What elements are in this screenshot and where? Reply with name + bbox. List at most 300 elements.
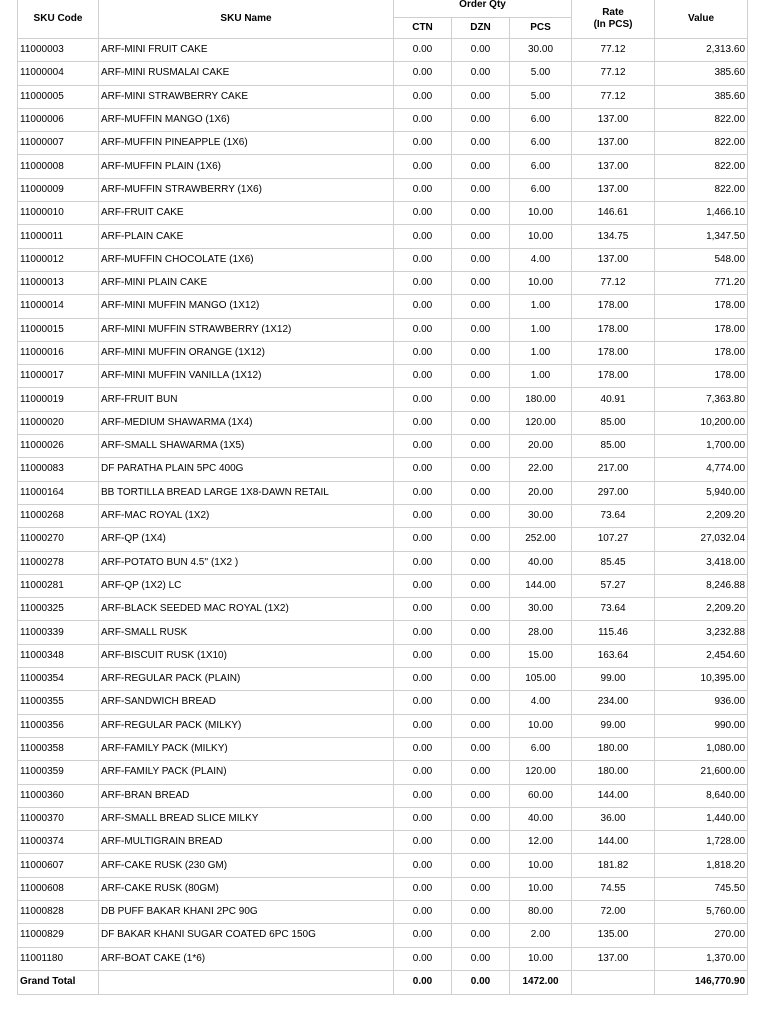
- value-cell: 990.00: [655, 714, 748, 737]
- pcs-cell: 1.00: [510, 295, 572, 318]
- table-row: [18, 271, 748, 294]
- sku-name-cell: ARF-MAC ROYAL (1X2): [99, 504, 394, 527]
- table-row: [18, 178, 748, 201]
- pcs-cell: 10.00: [510, 854, 572, 877]
- sku-code-cell: 11000829: [18, 924, 99, 947]
- rate-cell: 163.64: [572, 644, 655, 667]
- sku-code-cell: 11000010: [18, 202, 99, 225]
- sku-name-cell: ARF-MINI MUFFIN VANILLA (1X12): [99, 365, 394, 388]
- table-row: [18, 528, 748, 551]
- sku-name-cell: ARF-MINI PLAIN CAKE: [99, 271, 394, 294]
- sku-name-cell: ARF-MUFFIN CHOCOLATE (1X6): [99, 248, 394, 271]
- table-row: [18, 551, 748, 574]
- rate-cell: 178.00: [572, 295, 655, 318]
- sku-code-cell: 11000374: [18, 831, 99, 854]
- ctn-cell: 0.00: [394, 435, 452, 458]
- order-summary-table: [17, 0, 748, 995]
- grand-total-pcs: 1472.00: [510, 970, 572, 994]
- pcs-cell: 1.00: [510, 318, 572, 341]
- sku-name-cell: ARF-MULTIGRAIN BREAD: [99, 831, 394, 854]
- value-cell: 1,347.50: [655, 225, 748, 248]
- sku-name-cell: ARF-REGULAR PACK (PLAIN): [99, 668, 394, 691]
- pcs-cell: 6.00: [510, 178, 572, 201]
- table-row: [18, 458, 748, 481]
- ctn-cell: 0.00: [394, 714, 452, 737]
- table-row: [18, 947, 748, 970]
- ctn-cell: 0.00: [394, 551, 452, 574]
- ctn-cell: 0.00: [394, 574, 452, 597]
- pcs-cell: 20.00: [510, 435, 572, 458]
- value-cell: 7,363.80: [655, 388, 748, 411]
- sku-code-cell: 11000013: [18, 271, 99, 294]
- dzn-cell: 0.00: [452, 108, 510, 131]
- sku-code-cell: 11000354: [18, 668, 99, 691]
- dzn-cell: 0.00: [452, 39, 510, 62]
- rate-cell: 137.00: [572, 178, 655, 201]
- table-row: [18, 621, 748, 644]
- ctn-cell: 0.00: [394, 831, 452, 854]
- ctn-cell: 0.00: [394, 807, 452, 830]
- rate-cell: 178.00: [572, 318, 655, 341]
- value-cell: 1,818.20: [655, 854, 748, 877]
- sku-code-cell: 11000608: [18, 877, 99, 900]
- pcs-cell: 28.00: [510, 621, 572, 644]
- table-row: [18, 411, 748, 434]
- sku-code-cell: 11000005: [18, 85, 99, 108]
- dzn-cell: 0.00: [452, 178, 510, 201]
- ctn-cell: 0.00: [394, 39, 452, 62]
- value-cell: 1,466.10: [655, 202, 748, 225]
- rate-cell: 107.27: [572, 528, 655, 551]
- rate-cell: 85.00: [572, 435, 655, 458]
- rate-cell: 134.75: [572, 225, 655, 248]
- value-cell: 2,313.60: [655, 39, 748, 62]
- rate-cell: 72.00: [572, 900, 655, 923]
- sku-name-cell: ARF-SANDWICH BREAD: [99, 691, 394, 714]
- ctn-cell: 0.00: [394, 761, 452, 784]
- header-value: Value: [655, 0, 748, 39]
- sku-name-cell: ARF-SMALL BREAD SLICE MILKY: [99, 807, 394, 830]
- pcs-cell: 6.00: [510, 155, 572, 178]
- sku-name-cell: ARF-MINI MUFFIN ORANGE (1X12): [99, 341, 394, 364]
- ctn-cell: 0.00: [394, 271, 452, 294]
- header-dzn: DZN: [452, 18, 510, 39]
- table-row: [18, 761, 748, 784]
- rate-cell: 234.00: [572, 691, 655, 714]
- value-cell: 1,370.00: [655, 947, 748, 970]
- value-cell: 4,774.00: [655, 458, 748, 481]
- sku-name-cell: ARF-QP (1X4): [99, 528, 394, 551]
- sku-name-cell: ARF-MUFFIN PLAIN (1X6): [99, 155, 394, 178]
- table-row: [18, 39, 748, 62]
- rate-cell: 73.64: [572, 598, 655, 621]
- ctn-cell: 0.00: [394, 202, 452, 225]
- ctn-cell: 0.00: [394, 504, 452, 527]
- table-row: [18, 108, 748, 131]
- ctn-cell: 0.00: [394, 924, 452, 947]
- dzn-cell: 0.00: [452, 831, 510, 854]
- header-sku-name: SKU Name: [99, 0, 394, 39]
- rate-cell: 181.82: [572, 854, 655, 877]
- ctn-cell: 0.00: [394, 132, 452, 155]
- table-row: [18, 504, 748, 527]
- rate-cell: 297.00: [572, 481, 655, 504]
- rate-cell: 178.00: [572, 341, 655, 364]
- table-row: [18, 644, 748, 667]
- pcs-cell: 120.00: [510, 761, 572, 784]
- pcs-cell: 120.00: [510, 411, 572, 434]
- sku-code-cell: 11000006: [18, 108, 99, 131]
- pcs-cell: 252.00: [510, 528, 572, 551]
- ctn-cell: 0.00: [394, 668, 452, 691]
- table-row: [18, 341, 748, 364]
- ctn-cell: 0.00: [394, 295, 452, 318]
- sku-name-cell: ARF-FAMILY PACK (MILKY): [99, 737, 394, 760]
- value-cell: 385.60: [655, 62, 748, 85]
- rate-cell: 40.91: [572, 388, 655, 411]
- dzn-cell: 0.00: [452, 85, 510, 108]
- rate-cell: 137.00: [572, 132, 655, 155]
- header-pcs: PCS: [510, 18, 572, 39]
- table-row: [18, 854, 748, 877]
- dzn-cell: 0.00: [452, 225, 510, 248]
- sku-name-cell: BB TORTILLA BREAD LARGE 1X8-DAWN RETAIL: [99, 481, 394, 504]
- value-cell: 385.60: [655, 85, 748, 108]
- pcs-cell: 30.00: [510, 504, 572, 527]
- value-cell: 1,700.00: [655, 435, 748, 458]
- table-row: [18, 155, 748, 178]
- sku-name-cell: ARF-QP (1X2) LC: [99, 574, 394, 597]
- sku-code-cell: 11000360: [18, 784, 99, 807]
- sku-code-cell: 11000026: [18, 435, 99, 458]
- rate-cell: 73.64: [572, 504, 655, 527]
- sku-code-cell: 11000012: [18, 248, 99, 271]
- value-cell: 10,200.00: [655, 411, 748, 434]
- table-row: [18, 668, 748, 691]
- dzn-cell: 0.00: [452, 621, 510, 644]
- sku-code-cell: 11000356: [18, 714, 99, 737]
- grand-total-dzn: 0.00: [452, 970, 510, 994]
- pcs-cell: 80.00: [510, 900, 572, 923]
- pcs-cell: 12.00: [510, 831, 572, 854]
- sku-code-cell: 11000007: [18, 132, 99, 155]
- sku-name-cell: ARF-CAKE RUSK (80GM): [99, 877, 394, 900]
- value-cell: 2,209.20: [655, 598, 748, 621]
- pcs-cell: 4.00: [510, 691, 572, 714]
- dzn-cell: 0.00: [452, 295, 510, 318]
- table-row: [18, 481, 748, 504]
- table-row: [18, 784, 748, 807]
- sku-code-cell: 11000020: [18, 411, 99, 434]
- table-row: [18, 295, 748, 318]
- rate-cell: 57.27: [572, 574, 655, 597]
- rate-cell: 178.00: [572, 365, 655, 388]
- sku-name-cell: ARF-FRUIT CAKE: [99, 202, 394, 225]
- sku-code-cell: 11000281: [18, 574, 99, 597]
- pcs-cell: 22.00: [510, 458, 572, 481]
- sku-code-cell: 11000370: [18, 807, 99, 830]
- value-cell: 178.00: [655, 341, 748, 364]
- pcs-cell: 1.00: [510, 341, 572, 364]
- dzn-cell: 0.00: [452, 411, 510, 434]
- dzn-cell: 0.00: [452, 155, 510, 178]
- value-cell: 2,454.60: [655, 644, 748, 667]
- grand-total-label: Grand Total: [18, 970, 99, 994]
- pcs-cell: 10.00: [510, 225, 572, 248]
- dzn-cell: 0.00: [452, 668, 510, 691]
- rate-cell: 77.12: [572, 62, 655, 85]
- sku-name-cell: ARF-BRAN BREAD: [99, 784, 394, 807]
- dzn-cell: 0.00: [452, 924, 510, 947]
- pcs-cell: 10.00: [510, 714, 572, 737]
- ctn-cell: 0.00: [394, 598, 452, 621]
- pcs-cell: 5.00: [510, 85, 572, 108]
- sku-code-cell: 11000004: [18, 62, 99, 85]
- rate-cell: 180.00: [572, 761, 655, 784]
- rate-cell: 180.00: [572, 737, 655, 760]
- rate-cell: 135.00: [572, 924, 655, 947]
- pcs-cell: 144.00: [510, 574, 572, 597]
- sku-name-cell: ARF-MUFFIN STRAWBERRY (1X6): [99, 178, 394, 201]
- sku-code-cell: 11000019: [18, 388, 99, 411]
- pcs-cell: 20.00: [510, 481, 572, 504]
- pcs-cell: 10.00: [510, 202, 572, 225]
- value-cell: 3,232.88: [655, 621, 748, 644]
- sku-code-cell: 11000270: [18, 528, 99, 551]
- value-cell: 822.00: [655, 155, 748, 178]
- ctn-cell: 0.00: [394, 691, 452, 714]
- sku-code-cell: 11000607: [18, 854, 99, 877]
- table-row: [18, 202, 748, 225]
- sku-code-cell: 11001180: [18, 947, 99, 970]
- sku-name-cell: ARF-POTATO BUN 4.5'' (1X2 ): [99, 551, 394, 574]
- ctn-cell: 0.00: [394, 854, 452, 877]
- ctn-cell: 0.00: [394, 248, 452, 271]
- header-sku-code: SKU Code: [18, 0, 99, 39]
- sku-name-cell: DB PUFF BAKAR KHANI 2PC 90G: [99, 900, 394, 923]
- sku-code-cell: 11000358: [18, 737, 99, 760]
- dzn-cell: 0.00: [452, 62, 510, 85]
- pcs-cell: 2.00: [510, 924, 572, 947]
- dzn-cell: 0.00: [452, 341, 510, 364]
- grand-total-row: [18, 970, 748, 994]
- sku-code-cell: 11000348: [18, 644, 99, 667]
- sku-code-cell: 11000011: [18, 225, 99, 248]
- sku-name-cell: ARF-MINI RUSMALAI CAKE: [99, 62, 394, 85]
- ctn-cell: 0.00: [394, 621, 452, 644]
- sku-code-cell: 11000083: [18, 458, 99, 481]
- value-cell: 548.00: [655, 248, 748, 271]
- grand-total-ctn: 0.00: [394, 970, 452, 994]
- rate-cell: 36.00: [572, 807, 655, 830]
- table-row: [18, 85, 748, 108]
- table-row: [18, 574, 748, 597]
- ctn-cell: 0.00: [394, 365, 452, 388]
- sku-code-cell: 11000009: [18, 178, 99, 201]
- sku-code-cell: 11000355: [18, 691, 99, 714]
- value-cell: 1,728.00: [655, 831, 748, 854]
- sku-code-cell: 11000017: [18, 365, 99, 388]
- dzn-cell: 0.00: [452, 481, 510, 504]
- value-cell: 8,246.88: [655, 574, 748, 597]
- dzn-cell: 0.00: [452, 714, 510, 737]
- dzn-cell: 0.00: [452, 900, 510, 923]
- grand-total-empty-name: [99, 970, 394, 994]
- ctn-cell: 0.00: [394, 900, 452, 923]
- sku-name-cell: ARF-MINI MUFFIN MANGO (1X12): [99, 295, 394, 318]
- sku-name-cell: ARF-MUFFIN PINEAPPLE (1X6): [99, 132, 394, 155]
- value-cell: 27,032.04: [655, 528, 748, 551]
- ctn-cell: 0.00: [394, 481, 452, 504]
- rate-cell: 137.00: [572, 108, 655, 131]
- dzn-cell: 0.00: [452, 644, 510, 667]
- value-cell: 1,440.00: [655, 807, 748, 830]
- table-row: [18, 900, 748, 923]
- ctn-cell: 0.00: [394, 528, 452, 551]
- dzn-cell: 0.00: [452, 574, 510, 597]
- table-row: [18, 132, 748, 155]
- rate-cell: 99.00: [572, 668, 655, 691]
- pcs-cell: 60.00: [510, 784, 572, 807]
- ctn-cell: 0.00: [394, 388, 452, 411]
- table-row: [18, 877, 748, 900]
- value-cell: 21,600.00: [655, 761, 748, 784]
- sku-name-cell: ARF-PLAIN CAKE: [99, 225, 394, 248]
- pcs-cell: 10.00: [510, 947, 572, 970]
- table-row: [18, 924, 748, 947]
- sku-code-cell: 11000016: [18, 341, 99, 364]
- value-cell: 178.00: [655, 365, 748, 388]
- sku-code-cell: 11000008: [18, 155, 99, 178]
- ctn-cell: 0.00: [394, 62, 452, 85]
- ctn-cell: 0.00: [394, 108, 452, 131]
- pcs-cell: 6.00: [510, 737, 572, 760]
- dzn-cell: 0.00: [452, 877, 510, 900]
- pcs-cell: 40.00: [510, 807, 572, 830]
- ctn-cell: 0.00: [394, 318, 452, 341]
- rate-cell: 77.12: [572, 85, 655, 108]
- rate-cell: 99.00: [572, 714, 655, 737]
- table-row: [18, 388, 748, 411]
- sku-name-cell: ARF-MINI MUFFIN STRAWBERRY (1X12): [99, 318, 394, 341]
- sku-name-cell: ARF-BLACK SEEDED MAC ROYAL (1X2): [99, 598, 394, 621]
- dzn-cell: 0.00: [452, 807, 510, 830]
- table-row: [18, 62, 748, 85]
- value-cell: 5,760.00: [655, 900, 748, 923]
- rate-cell: 77.12: [572, 271, 655, 294]
- dzn-cell: 0.00: [452, 504, 510, 527]
- value-cell: 822.00: [655, 132, 748, 155]
- sku-name-cell: ARF-REGULAR PACK (MILKY): [99, 714, 394, 737]
- sku-code-cell: 11000164: [18, 481, 99, 504]
- dzn-cell: 0.00: [452, 784, 510, 807]
- sku-name-cell: ARF-SMALL RUSK: [99, 621, 394, 644]
- dzn-cell: 0.00: [452, 388, 510, 411]
- dzn-cell: 0.00: [452, 248, 510, 271]
- sku-name-cell: DF PARATHA PLAIN 5PC 400G: [99, 458, 394, 481]
- sku-code-cell: 11000003: [18, 39, 99, 62]
- ctn-cell: 0.00: [394, 85, 452, 108]
- value-cell: 2,209.20: [655, 504, 748, 527]
- table-row: [18, 225, 748, 248]
- value-cell: 3,418.00: [655, 551, 748, 574]
- pcs-cell: 40.00: [510, 551, 572, 574]
- rate-cell: 146.61: [572, 202, 655, 225]
- sku-code-cell: 11000325: [18, 598, 99, 621]
- header-ctn: CTN: [394, 18, 452, 39]
- ctn-cell: 0.00: [394, 877, 452, 900]
- dzn-cell: 0.00: [452, 202, 510, 225]
- ctn-cell: 0.00: [394, 155, 452, 178]
- value-cell: 771.20: [655, 271, 748, 294]
- sku-code-cell: 11000015: [18, 318, 99, 341]
- value-cell: 8,640.00: [655, 784, 748, 807]
- pcs-cell: 5.00: [510, 62, 572, 85]
- value-cell: 745.50: [655, 877, 748, 900]
- header-rate-unit: (In PCS): [593, 18, 633, 30]
- rate-cell: 77.12: [572, 39, 655, 62]
- value-cell: 1,080.00: [655, 737, 748, 760]
- rate-cell: 144.00: [572, 784, 655, 807]
- sku-code-cell: 11000268: [18, 504, 99, 527]
- value-cell: 936.00: [655, 691, 748, 714]
- dzn-cell: 0.00: [452, 528, 510, 551]
- rate-cell: 85.45: [572, 551, 655, 574]
- sku-name-cell: ARF-MINI STRAWBERRY CAKE: [99, 85, 394, 108]
- ctn-cell: 0.00: [394, 737, 452, 760]
- value-cell: 178.00: [655, 318, 748, 341]
- pcs-cell: 4.00: [510, 248, 572, 271]
- dzn-cell: 0.00: [452, 691, 510, 714]
- sku-name-cell: ARF-CAKE RUSK (230 GM): [99, 854, 394, 877]
- rate-cell: 144.00: [572, 831, 655, 854]
- ctn-cell: 0.00: [394, 644, 452, 667]
- sku-name-cell: ARF-MINI FRUIT CAKE: [99, 39, 394, 62]
- value-cell: 10,395.00: [655, 668, 748, 691]
- table-row: [18, 435, 748, 458]
- sku-name-cell: ARF-SMALL SHAWARMA (1X5): [99, 435, 394, 458]
- table-row: [18, 831, 748, 854]
- sku-code-cell: 11000339: [18, 621, 99, 644]
- rate-cell: 85.00: [572, 411, 655, 434]
- value-cell: 270.00: [655, 924, 748, 947]
- pcs-cell: 6.00: [510, 108, 572, 131]
- table-row: [18, 691, 748, 714]
- dzn-cell: 0.00: [452, 947, 510, 970]
- dzn-cell: 0.00: [452, 458, 510, 481]
- ctn-cell: 0.00: [394, 784, 452, 807]
- sku-name-cell: ARF-FAMILY PACK (PLAIN): [99, 761, 394, 784]
- sku-name-cell: ARF-BOAT CAKE (1*6): [99, 947, 394, 970]
- table-row: [18, 318, 748, 341]
- dzn-cell: 0.00: [452, 365, 510, 388]
- rate-cell: 137.00: [572, 947, 655, 970]
- pcs-cell: 180.00: [510, 388, 572, 411]
- pcs-cell: 15.00: [510, 644, 572, 667]
- dzn-cell: 0.00: [452, 761, 510, 784]
- value-cell: 822.00: [655, 108, 748, 131]
- pcs-cell: 105.00: [510, 668, 572, 691]
- dzn-cell: 0.00: [452, 598, 510, 621]
- pcs-cell: 10.00: [510, 877, 572, 900]
- ctn-cell: 0.00: [394, 225, 452, 248]
- rate-cell: 137.00: [572, 248, 655, 271]
- rate-cell: 115.46: [572, 621, 655, 644]
- table-row: [18, 807, 748, 830]
- dzn-cell: 0.00: [452, 854, 510, 877]
- table-row: [18, 714, 748, 737]
- rate-cell: 74.55: [572, 877, 655, 900]
